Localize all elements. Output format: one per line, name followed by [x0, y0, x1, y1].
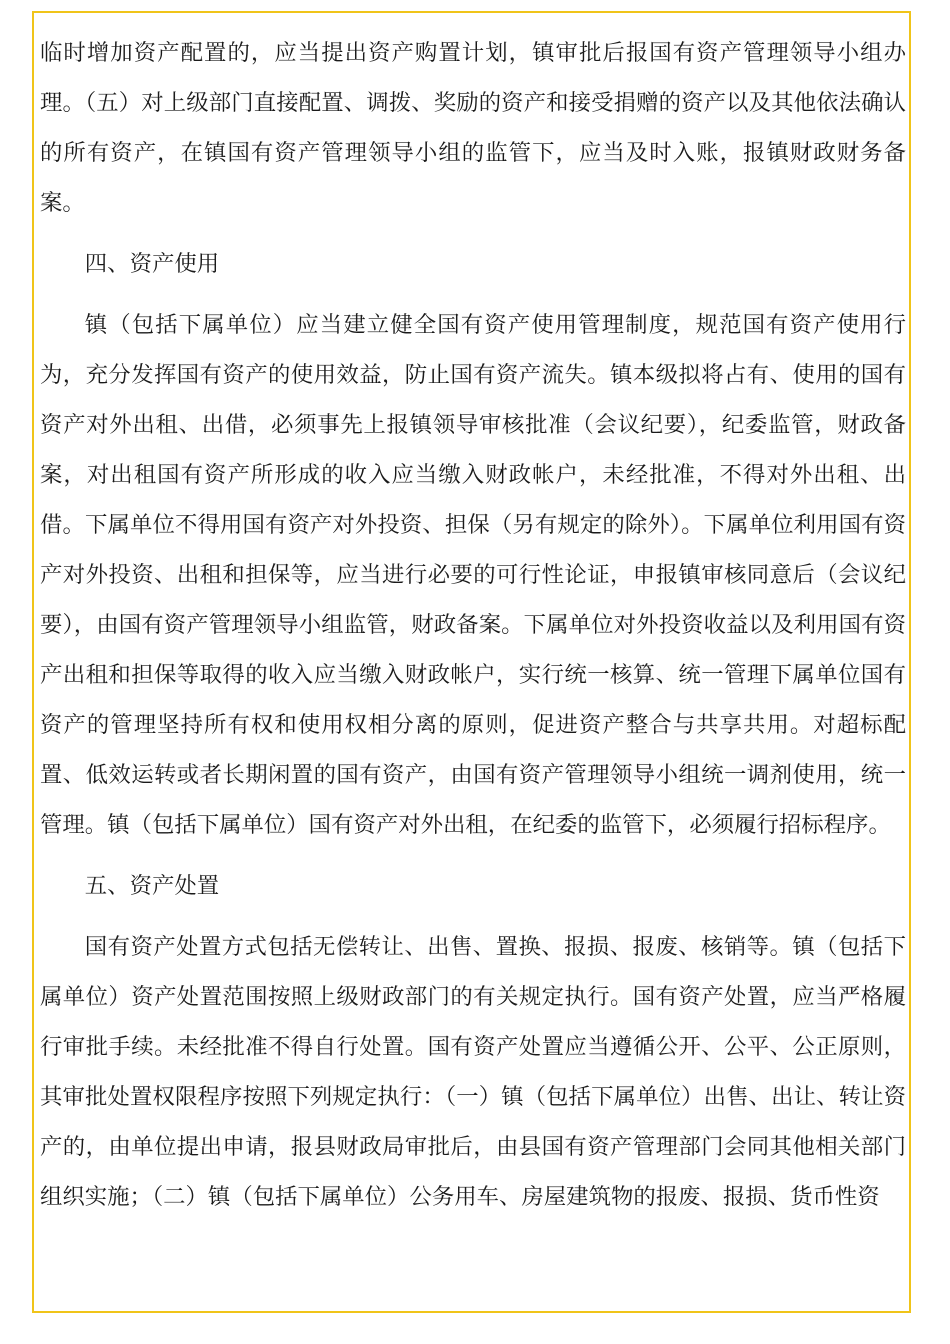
paragraph-asset-use: 镇（包括下属单位）应当建立健全国有资产使用管理制度，规范国有资产使用行为，充分发挥国有资产的使用效益，防止国有资产流失。镇本级拟将占有、使用的国有资产对外出租、出借，必须事先上报镇领导审核批准（会议纪要），纪委监管，财政备案，对出租国有资产所形成的收入应当缴入财政帐户，未经批准，不得对外出租、出借。下属单位不得用国有资产对外投资、担保（另有规定的除外）。下属单位利用国有资产对外投资、出租和担保等，应当进行必要的可行性论证，申报镇审核同意后（会议纪要），由国有资产管理领导小组监管，财政备案。下属单位对外投资收益以及利用国有资产出租和担保等取得的收入应当缴入财政帐户，实行统一核算、统一管理下属单位国有资产的管理坚持所有权和使用权相分离的原则，促进资产整合与共享共用。对超标配置、低效运转或者长期闲置的国有资产，由国有资产管理领导小组统一调剂使用，统一管理。镇（包括下属单位）国有资产对外出租，在纪委的监管下，必须履行招标程序。	[40, 312, 906, 838]
document-body	[40, 28, 906, 1222]
paragraph-asset-disposal: 国有资产处置方式包括无偿转让、出售、置换、报损、报废、核销等。镇（包括下属单位）资产处置范围按照上级财政部门的有关规定执行。国有资产处置，应当严格履行审批手续。未经批准不得自行处置。国有资产处置应当遵循公开、公平、公正原则，其审批处置权限程序按照下列规定执行：（一）镇（包括下属单位）出售、出让、转让资产的，由单位提出申请，报县财政局审批后，由县国有资产管理部门会同其他相关部门组织实施；（二）镇（包括下属单位）公务用车、房屋建筑物的报废、报损、货币性资	[40, 934, 906, 1210]
section-heading-asset-disposal: 五、资产处置	[84, 873, 220, 899]
paragraph-continuation: 临时增加资产配置的，应当提出资产购置计划，镇审批后报国有资产管理领导小组办理。（五）对上级部门直接配置、调拨、奖励的资产和接受捐赠的资产以及其他依法确认的所有资产，在镇国有资产管理领导小组的监管下，应当及时入账，报镇财政财务备案。	[40, 40, 906, 216]
section-heading-asset-use: 四、资产使用	[84, 251, 220, 277]
